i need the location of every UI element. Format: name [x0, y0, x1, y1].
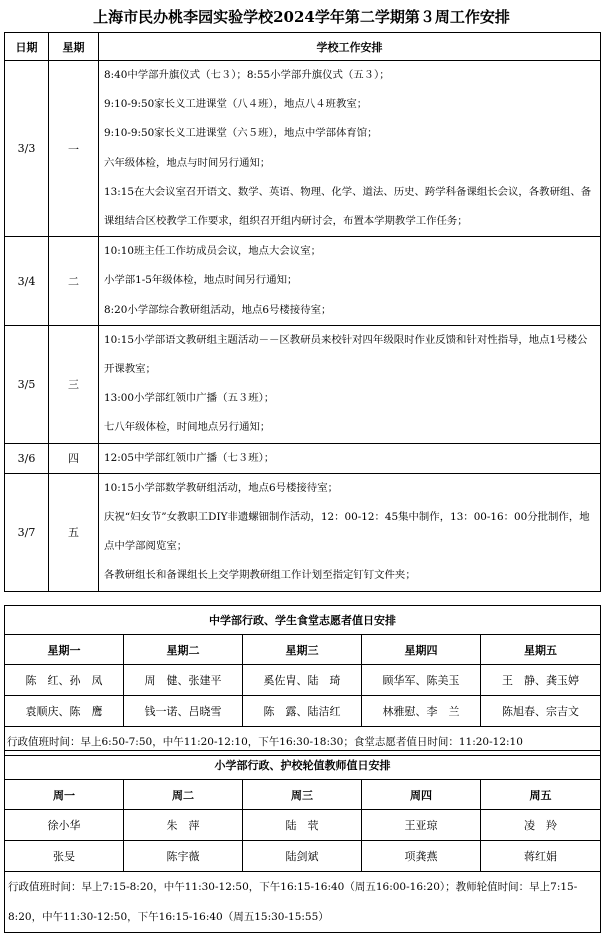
schedule-item: 8:40中学部升旗仪式（七３）；8:55小学部升旗仪式（五３）； [104, 69, 390, 81]
page-title: 上海市民办桃李园实验学校2024学年第二学期第３周工作安排 [93, 8, 510, 26]
duty-names-cell: 蒋红娟 [481, 841, 601, 872]
duty-names-cell: 陈旭春、宗吉文 [481, 696, 601, 727]
schedule-items [99, 237, 601, 326]
schedule-items [99, 473, 601, 591]
schedule-item: 10:15小学部语文教研组主题活动－－区教研员来校针对四年级限时作业反馈和针对性指导，地点1号楼公开课教室； [104, 333, 588, 376]
duty-names-cell: 陆 茕 [243, 810, 362, 841]
duty-names-cell: 陈 露、陆洁红 [243, 696, 362, 727]
middle-day-header-row [5, 635, 601, 665]
day-header: 星期五 [481, 635, 601, 665]
schedule-item: 10:15小学部数学教研组活动，地点6号楼接待室； [104, 481, 338, 494]
duty-names-cell: 王 静、龚玉婷 [481, 665, 601, 696]
schedule-date: 3/6 [5, 443, 49, 473]
duty-names-cell: 张旻 [5, 841, 124, 872]
schedule-items [99, 325, 601, 443]
schedule-item: 12:05中学部红领巾广播（七３班）； [104, 451, 275, 464]
day-header: 周三 [243, 780, 362, 810]
schedule-item: 七八年级体检，时间地点另行通知； [104, 421, 271, 434]
duty-names-cell: 袁顺庆、陈 鹰 [5, 696, 124, 727]
day-header: 星期三 [243, 635, 362, 665]
middle-school-duty-table [4, 605, 601, 756]
schedule-item: 庆祝“妇女节”女教职工DIY非遗螺钿制作活动，12：00-12：45集中制作，13：00-16：00分批制作，地点中学部阅览室； [104, 511, 590, 553]
day-header: 周二 [124, 780, 243, 810]
schedule-item: 六年级体检，地点与时间另行通知； [104, 156, 271, 169]
schedule-header-row [5, 33, 601, 61]
schedule-weekday: 二 [49, 237, 99, 326]
schedule-date: 3/5 [5, 325, 49, 443]
duty-names-cell: 顾华军、陈美玉 [362, 665, 481, 696]
primary-day-header-row [5, 780, 601, 810]
schedule-items [99, 443, 601, 473]
duty-names-cell: 陆剑斌 [243, 841, 362, 872]
work-header: 学校工作安排 [99, 33, 601, 61]
day-header: 星期四 [362, 635, 481, 665]
primary-school-duty-table [4, 750, 601, 933]
duty-names-cell: 凌 羚 [481, 810, 601, 841]
schedule-item: 13:15在大会议室召开语文、数学、英语、物理、化学、道法、历史、跨学科备课组长会议，各教研组、备课组结合区校教学工作要求，组织召开组内研讨会，布置本学期教学工作任务； [104, 185, 592, 228]
schedule-weekday: 三 [49, 325, 99, 443]
day-header: 星期二 [124, 635, 243, 665]
weekday-header: 星期 [49, 33, 99, 61]
schedule-row [5, 325, 601, 443]
schedule-item: 9:10-9:50家长义工进课堂（六５班），地点中学部体育馆； [104, 127, 378, 140]
schedule-weekday: 五 [49, 473, 99, 591]
schedule-row [5, 237, 601, 326]
duty-names-cell: 徐小华 [5, 810, 124, 841]
schedule-item: 9:10-9:50家长义工进课堂（八４班），地点八４班教室； [104, 98, 368, 111]
schedule-item: 8:20小学部综合教研组活动，地点6号楼接待室； [104, 303, 332, 316]
date-header: 日期 [5, 33, 49, 61]
primary-duty-time-note: 行政值班时间：早上7:15-8:20，中午11:30-12:50，下午16:15-16:40（周五16:00-16:20）；教师轮值时间：早上7:15-8:20，中午11:30-12:50，下午16:15-16:40（周五15:30-15:55） [5, 872, 601, 933]
table-row [5, 665, 601, 696]
duty-names-cell: 陈 红、孙 凤 [5, 665, 124, 696]
day-header: 周四 [362, 780, 481, 810]
schedule-row [5, 443, 601, 473]
duty-names-cell: 陈宇薇 [124, 841, 243, 872]
duty-names-cell: 朱 萍 [124, 810, 243, 841]
primary-duty-heading: 小学部行政、护校轮值教师值日安排 [5, 751, 601, 780]
schedule-row [5, 473, 601, 591]
schedule-weekday: 一 [49, 61, 99, 237]
schedule-item: 小学部1-5年级体检，地点时间另行通知； [104, 274, 298, 287]
day-header: 周五 [481, 780, 601, 810]
table-row [5, 810, 601, 841]
schedule-date: 3/4 [5, 237, 49, 326]
weekly-schedule-table [4, 32, 601, 592]
table-row [5, 841, 601, 872]
day-header: 星期一 [5, 635, 124, 665]
duty-names-cell: 周 健、张建平 [124, 665, 243, 696]
schedule-date: 3/7 [5, 473, 49, 591]
table-row [5, 696, 601, 727]
duty-names-cell: 林雅慰、李 兰 [362, 696, 481, 727]
schedule-item: 13:00小学部红领巾广播（五３班）； [104, 392, 275, 405]
schedule-date: 3/3 [5, 61, 49, 237]
schedule-items [99, 61, 601, 237]
middle-duty-heading: 中学部行政、学生食堂志愿者值日安排 [5, 606, 601, 635]
duty-names-cell: 钱一诺、吕晓雪 [124, 696, 243, 727]
schedule-item: 各教研组长和备课组长上交学期教研组工作计划至指定钉钉文件夹； [104, 569, 416, 582]
duty-names-cell: 项龚燕 [362, 841, 481, 872]
duty-names-cell: 奚佐胄、陆 琦 [243, 665, 362, 696]
middle-duty-time-note: 行政值班时间：早上6:50-7:50，中午11:20-12:10，下午16:30-18:30；食堂志愿者值日时间：11:20-12:10 [5, 727, 601, 756]
schedule-row [5, 61, 601, 237]
schedule-weekday: 四 [49, 443, 99, 473]
day-header: 周一 [5, 780, 124, 810]
schedule-item: 10:10班主任工作坊成员会议，地点大会议室； [104, 245, 321, 258]
duty-names-cell: 王亚琼 [362, 810, 481, 841]
